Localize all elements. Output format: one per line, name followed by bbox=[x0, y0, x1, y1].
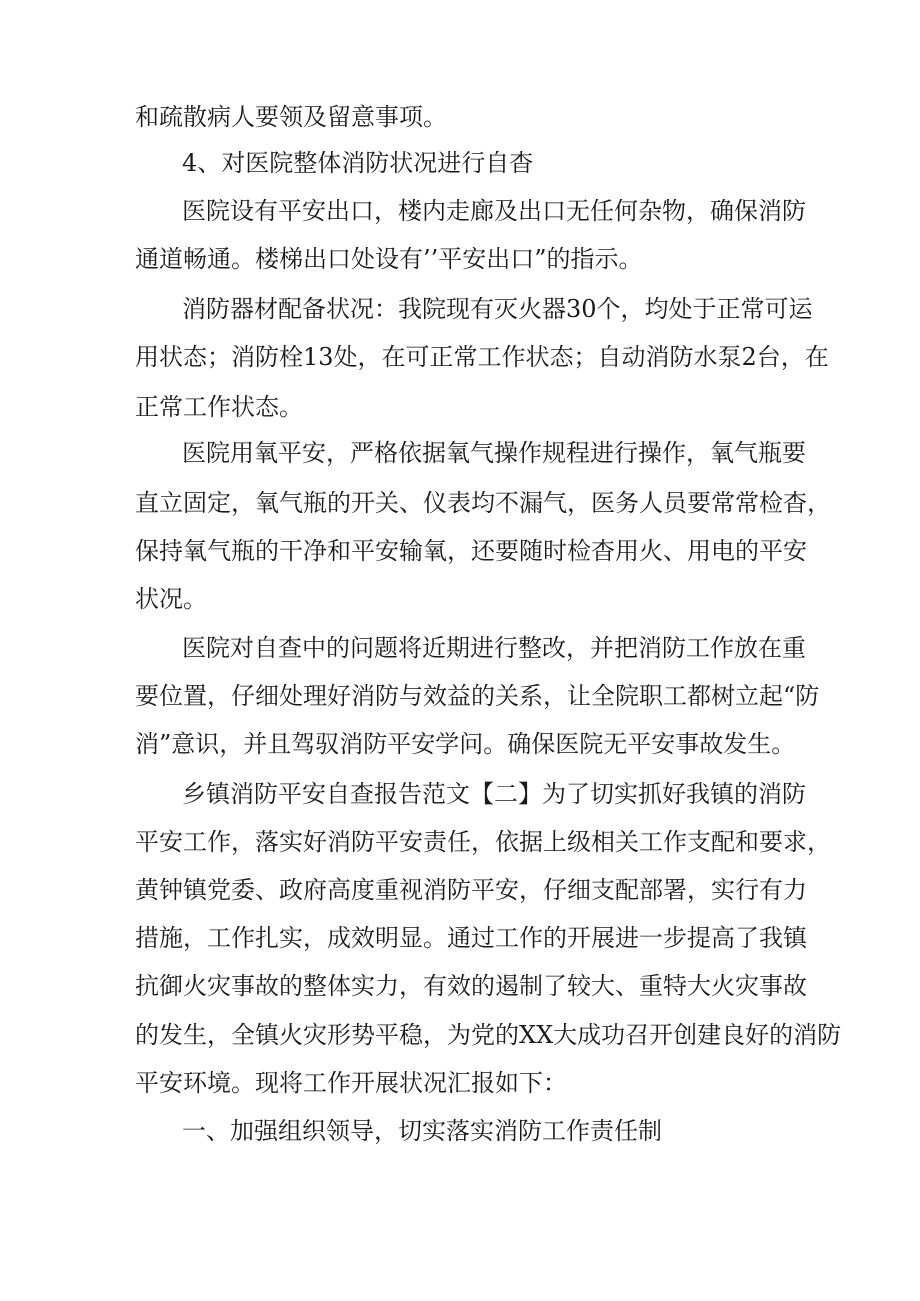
text-line: 乡镇消防平安自查报告范文【二】为了切实抓好我镇的消防 bbox=[182, 780, 806, 808]
text-line: 和疏散病人要领及留意事项。 bbox=[135, 103, 447, 131]
text-line: 平安工作，落实好消防平安责任，依据上级相关工作支配和要求， bbox=[135, 828, 831, 856]
text-line: 状况。 bbox=[135, 585, 207, 613]
text-line: 直立固定，氧气瓶的开关、仪表均不漏气，医务人员要常常检杳， bbox=[135, 489, 831, 517]
text-line: 正常工作状态。 bbox=[135, 393, 303, 421]
text-line: 要位置，仔细处理好消防与效益的关系，让全院职工都树立起“防 bbox=[135, 682, 820, 710]
section-heading: 4、对医院整体消防状况进行自杳 bbox=[182, 149, 534, 177]
text-line: 消”意识，并且驾驭消防平安学问。确保医院无平安事故发生。 bbox=[135, 730, 796, 758]
text-line: 抗御火灾事故的整体实力，有效的遏制了较大、重特大火灾事故 bbox=[135, 972, 807, 1000]
text-line: 医院对自查中的问题将近期进行整改，并把消防工作放在重 bbox=[182, 634, 806, 662]
text-line: 保持氧气瓶的干净和平安输氧，还要随时检杳用火、用电的平安 bbox=[135, 537, 807, 565]
text-line: 医院设有平安出口，楼内走廊及出口无任何杂物，确保消防 bbox=[182, 197, 806, 225]
text-line: 通道畅通。楼梯出口处设有’’平安出口”的指示。 bbox=[135, 245, 643, 273]
text-line: 医院用氧平安，严格依据氧气操作规程进行操作，氧气瓶要 bbox=[182, 439, 806, 467]
text-line: 黄钟镇党委、政府高度重视消防平安，仔细支配部署，实行有力 bbox=[135, 876, 807, 904]
text-line: 用状态；消防栓13处，在可正常工作状态；自动消防水泵2台，在 bbox=[135, 343, 829, 371]
section-heading: 一、加强组织领导，切实落实消防工作责任制 bbox=[182, 1117, 662, 1145]
text-line: 平安环境。现将工作开展状况汇报如下： bbox=[135, 1069, 567, 1097]
text-line: 措施，工作扎实，成效明显。通过工作的开展进一步提高了我镇 bbox=[135, 924, 807, 952]
text-line: 的发生，全镇火灾形势平稳，为党的XX大成功召开创建良好的消防 bbox=[135, 1021, 842, 1049]
text-line: 消防器材配备状况：我院现有灭火器30个，均处于正常可运 bbox=[182, 295, 813, 323]
